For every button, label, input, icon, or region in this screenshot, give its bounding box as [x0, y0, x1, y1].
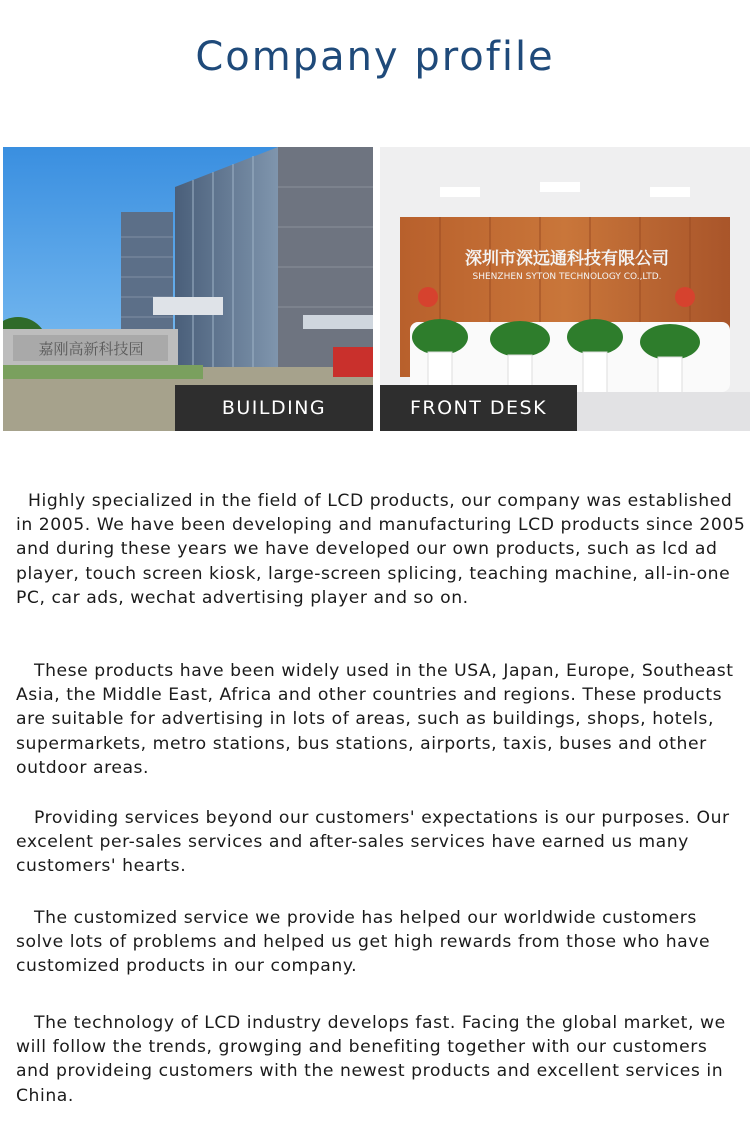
paragraph-customization: The customized service we provide has helped our worldwide customers solve lots of problems and helped us get high rewards from those who have customized products in our company. [16, 908, 711, 977]
building-caption: BUILDING [175, 385, 373, 431]
company-sign-chinese: 深圳市深远通科技有限公司 [465, 249, 669, 269]
company-sign-english: SHENZHEN SYTON TECHNOLOGY CO.,LTD. [472, 272, 662, 282]
front-desk-caption: FRONT DESK [380, 385, 577, 431]
building-sign: 嘉刚高新科技园 [38, 340, 144, 358]
front-desk-photo [380, 147, 750, 431]
building-photo [3, 147, 373, 431]
company-description [16, 489, 746, 1106]
paragraph-technology: The technology of LCD industry develops fast. Facing the global market, we will follow the trends, growging and benefiting together with our customers and provideing customers with the newest products and excellent services in China. [16, 1013, 726, 1106]
paragraph-markets: These products have been widely used in the USA, Japan, Europe, Southeast Asia, the Middle East, Africa and other countries and regions. These products are suitable for advertising in lots of areas, such as buildings, shops, hotels, supermarkets, metro stations, bus stations, airports, taxis, buses and other outdoor areas. [16, 661, 734, 778]
page-title: Company profile [195, 34, 555, 80]
paragraph-history: Highly specialized in the field of LCD products, our company was established in 2005. We have been developing and manufacturing LCD products since 2005 and during these years we have developed our own products, such as lcd ad player, touch screen kiosk, large-screen splicing, teaching machine, all-in-one PC, car ads, wechat advertising player and so on. [16, 491, 746, 608]
paragraph-services: Providing services beyond our customers' expectations is our purposes. Our excelent per-sales services and after-sales services have earned us many customers' hearts. [16, 808, 730, 877]
